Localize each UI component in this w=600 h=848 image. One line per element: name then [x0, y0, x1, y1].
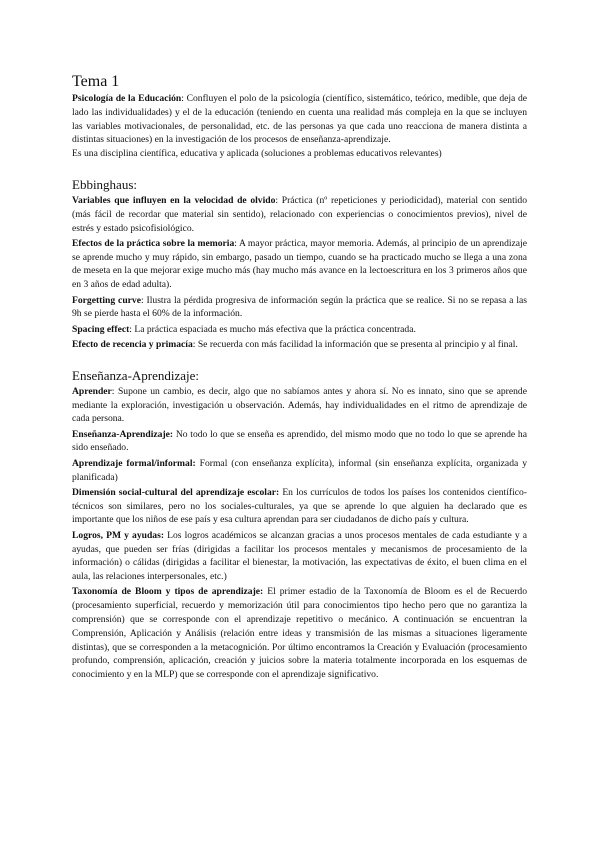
- section-ensenanza-aprendizaje: [72, 368, 527, 682]
- paragraph-taxonomia-bloom: [72, 585, 527, 682]
- definition: : A mayor práctica, mayor memoria. Además, al principio de un aprendizaje se aprende mucho y muy rápido, sin embargo, pasado un tiempo, cuando se ha practicado mucho se llega a una zona de meseta en la que mejorar exige mucho más (hay mucho más avance en la lectoescritura en los 3 primeros años que en 3 años de edad adulta).: [72, 237, 527, 291]
- definition: En los currículos de todos los países los contenidos científico-técnicos son similares, pero no los sociales-culturales, ya que se aprende lo que alguien ha declarado que es importante que los niños de ese país y esa cultura aprendan para ser ciudadanos de dicho país y cultura.: [72, 486, 527, 526]
- paragraph-spacing-effect: [72, 323, 527, 337]
- term: Dimensión social-cultural del aprendizaje escolar:: [72, 486, 280, 498]
- paragraph-aprender: [72, 385, 527, 426]
- definition: : Ilustra la pérdida progresiva de información según la práctica que se realice. Si no se repasa a las 9h se pierde hasta el 60% de la información.: [72, 294, 527, 320]
- definition: : Práctica (nº repeticiones y periodicidad), material con sentido (más fácil de recordar que material sin sentido), relacionado con experiencias o conocimientos previos), nivel de estrés y estado psicofisiológico.: [72, 194, 527, 234]
- paragraph-forgetting-curve: [72, 294, 527, 322]
- definition: : Confluyen el polo de la psicología (científico, sistemático, teórico, medible, que deja de lado las individualidades) y el de la educación (teniendo en cuenta una realidad más compleja en la que se incluyen las variables motivacionales, de personalidad, etc. de las personas ya que cada uno reacciona de manera distinta a distintas situaciones) en la investigación de los procesos de enseñanza-aprendizaje.: [72, 93, 528, 146]
- term: Variables que influyen en la velocidad de olvido: [72, 194, 276, 206]
- definition: Formal (con enseñanza explícita), informal (sin enseñanza explícita, organizada y planificada): [72, 457, 527, 483]
- paragraph-ensenanza-aprendizaje: [72, 428, 527, 456]
- definition: : Se recuerda con más facilidad la información que se presenta al principio y al final.: [192, 338, 518, 350]
- term: Spacing effect: [72, 323, 130, 335]
- paragraph-dimension-social-cultural: [72, 486, 527, 527]
- section-ebbinghaus: [72, 177, 527, 352]
- definition: : La práctica espaciada es mucho más efectiva que la práctica concentrada.: [129, 323, 416, 335]
- term: Efecto de recencia y primacía: [72, 338, 193, 350]
- term: Psicología de la Educación: [72, 93, 182, 104]
- paragraph-logros-pm-ayudas: [72, 529, 527, 584]
- section-title: Tema 1: [72, 73, 120, 90]
- paragraph-disciplina: Es una disciplina científica, educativa y aplicada (soluciones a problemas educativos relevantes): [72, 148, 442, 160]
- definition: Los logros académicos se alcanzan gracias a unos procesos mentales de cada estudiante y a ayudas, que pueden ser frías (dirigidas a facilitar los procesos mentales y mecanismos de procesamiento de la información) o cálidas (dirigidas a facilitar el bienestar, la motivación, las expectativas de éxito, el buen clima en el aula, las relaciones interpersonales, etc.): [72, 529, 527, 583]
- paragraph-aprendizaje-formal-informal: [72, 457, 527, 485]
- section-title: Enseñanza-Aprendizaje:: [72, 367, 200, 383]
- term: Logros, PM y ayudas:: [72, 529, 165, 541]
- term: Taxonomía de Bloom y tipos de aprendizaje:: [72, 586, 264, 598]
- definition: El primer estadio de la Taxonomía de Bloom es el de Recuerdo (procesamiento superficial, recuerdo y memorización útil para conocimientos tipo hecho pero que no garantiza la comprensión) que se corresponde con el aprendizaje repetitivo o mecánico. A continuación se encuentran la Comprensión, Aplicación y Análisis (relación entre ideas y transmisión de las mismas a situaciones ligeramente distintas), que se corresponden a la metacognición. Por último encontramos la Creación y Evaluación (procesamiento profundo, comprensión, aplicación, creación y juicios sobre la materia totalmente incorporada en los esquemas de conocimiento y en la MLP) que se corresponde con el aprendizaje significativo.: [72, 586, 527, 681]
- term: Efectos de la práctica sobre la memoria: [72, 237, 235, 249]
- paragraph-psicologia-educacion: [72, 92, 527, 147]
- paragraph-efectos-practica: [72, 237, 527, 292]
- definition: No todo lo que se enseña es aprendido, del mismo modo que no todo lo que se aprende ha sido enseñado.: [72, 428, 527, 454]
- term: Forgetting curve: [72, 294, 141, 306]
- section-title: Ebbinghaus:: [72, 176, 137, 192]
- section-tema-1: [72, 72, 527, 161]
- document-page: [72, 72, 527, 683]
- definition: : Supone un cambio, es decir, algo que no sabíamos antes y ahora sí. No es innato, sino que se aprende mediante la exploración, investigación u observación. Además, hay individualidades en el ritmo de aprendizaje de cada persona.: [72, 385, 527, 425]
- term: Enseñanza-Aprendizaje:: [72, 428, 174, 440]
- term: Aprendizaje formal/informal:: [72, 457, 196, 469]
- paragraph-variables-olvido: [72, 194, 527, 235]
- term: Aprender: [72, 385, 112, 397]
- paragraph-recencia-primacia: [72, 338, 527, 352]
